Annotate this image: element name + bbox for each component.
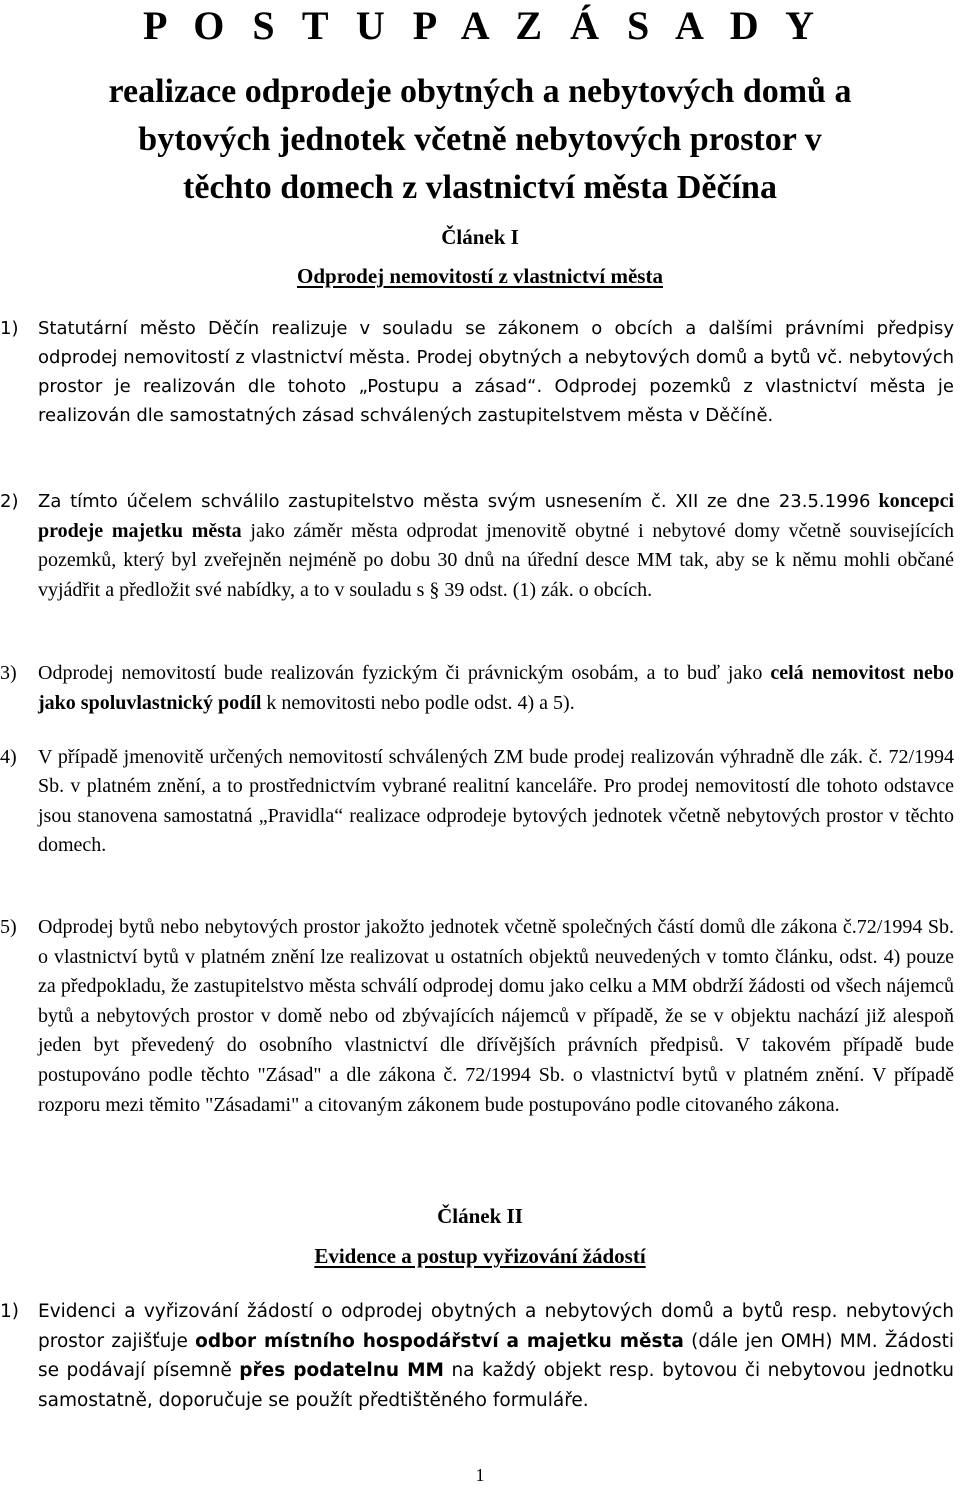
article-2-heading: Článek II [437,1204,523,1228]
paragraph-text: Statutární město Děčín realizuje v souladu se zákonem o obcích a dalšími právními předpisy odprodej nemovitostí z vlastnictví města. Prodej obytných a nebytových domů a bytů vč. nebytových prostor je realizován dle tohoto „Postupu a zásad“. Odprodej pozemků z vlastnictví města je realizován dle samostatných zásad schválených zastupitelstvem města v Děčíně. [38,318,954,426]
article-1-heading: Článek I [441,225,519,249]
paragraph-text-part: na každý objekt resp. bytovou či nebytovou jednotku samostatně, doporučuje se použít předtištěného formuláře. [38,1360,954,1411]
paragraph-bold-text: odbor místního hospodářství a majetku města [195,1330,684,1352]
paragraph-number: 4) [0,746,17,768]
paragraph-bold-text: přes podatelnu MM [239,1360,444,1381]
paragraph-bold-text: koncepci prodeje majetku města [38,490,955,542]
subtitle-line-2: bytových jednotek včetně nebytových prostor v [138,121,822,158]
paragraph-text [38,487,954,605]
article-1-title: Odprodej nemovitostí z vlastnictví města [297,264,663,288]
paragraph-text-part: Za tímto účelem schválilo zastupitelstvo města svým usnesením č. XII ze dne 23.5.1996 [38,491,871,512]
paragraph-text: V případě jmenovitě určených nemovitostí schválených ZM bude prodej realizován výhradně dle zák. č. 72/1994 Sb. v platném znění, a to prostřednictvím vybrané realitní kanceláře. Pro prodej nemovitostí dle tohoto odstavce jsou stanovena samostatná „Pravidla“ realizace odprodeje bytových jednotek včetně nebytových prostor v těchto domech. [38,746,954,856]
document-title: P O S T U P A Z Á S A D Y [143,3,823,48]
paragraph-text-part: Odprodej nemovitostí bude realizován fyzickým či právnickým osobám, a to buď jako [38,662,763,684]
paragraph-text-part: Evidenci a vyřizování žádostí o odprodej obytných a nebytových domů a bytů resp. nebytových prostor zajišťuje [38,1301,954,1352]
page-number: 1 [475,1465,485,1485]
paragraph-text-part: k nemovitosti nebo podle odst. 4) a 5). [266,691,575,714]
paragraph-text: Odprodej bytů nebo nebytových prostor jakožto jednotek včetně společných částí domů dle zákona č.72/1994 Sb. o vlastnictví bytů v platném znění lze realizovat u ostatních objektů neuvedených v tomto článku, odst. 4) pouze za předpokladu, že zastupitelstvo města schválí odprodej domu jako celku a MM obdrží žádosti od všech nájemců bytů a nebytových prostor v domě nebo od zbývajících nájemců v případě, že se v objektu nachází již alespoň jeden byt převedený do osobního vlastnictví dle dřívějších právních předpisů. V takovém případě bude postupováno podle těchto "Zásad" a dle zákona č. 72/1994 Sb. o vlastnictví bytů v platném znění. V případě rozporu mezi těmito "Zásadami" a citovaným zákonem bude postupováno podle citovaného zákona. [38,916,954,1116]
paragraph-number: 1) [0,318,19,339]
paragraph-number: 5) [0,916,17,938]
paragraph-number: 2) [0,491,19,512]
paragraph-text-part: (dále jen OMH) MM. Žádosti se podávají písemně [38,1330,954,1381]
subtitle-line-3: těchto domech z vlastnictví města Děčína [183,169,777,206]
paragraph-text [38,659,954,718]
article-2-title: Evidence a postup vyřizování žádostí [314,1244,646,1268]
paragraph-number: 3) [0,662,17,684]
paragraph-text [38,1297,954,1415]
paragraph-text-part: jako záměr města odprodat jmenovitě obytné i nebytové domy včetně souvisejících pozemků, který byl zveřejněn nejméně po dobu 30 dnů na úřední desce MM tak, aby se k němu mohli občané vyjádřit a předložit své nabídky, a to v souladu s § 39 odst. (1) zák. o obcích. [38,519,954,601]
document-subtitle [10,68,950,212]
subtitle-line-1: realizace odprodeje obytných a nebytových domů a [108,73,852,110]
paragraph-bold-text: celá nemovitost nebo jako spoluvlastnický podíl [38,662,955,714]
paragraph-number: 1) [0,1301,19,1322]
